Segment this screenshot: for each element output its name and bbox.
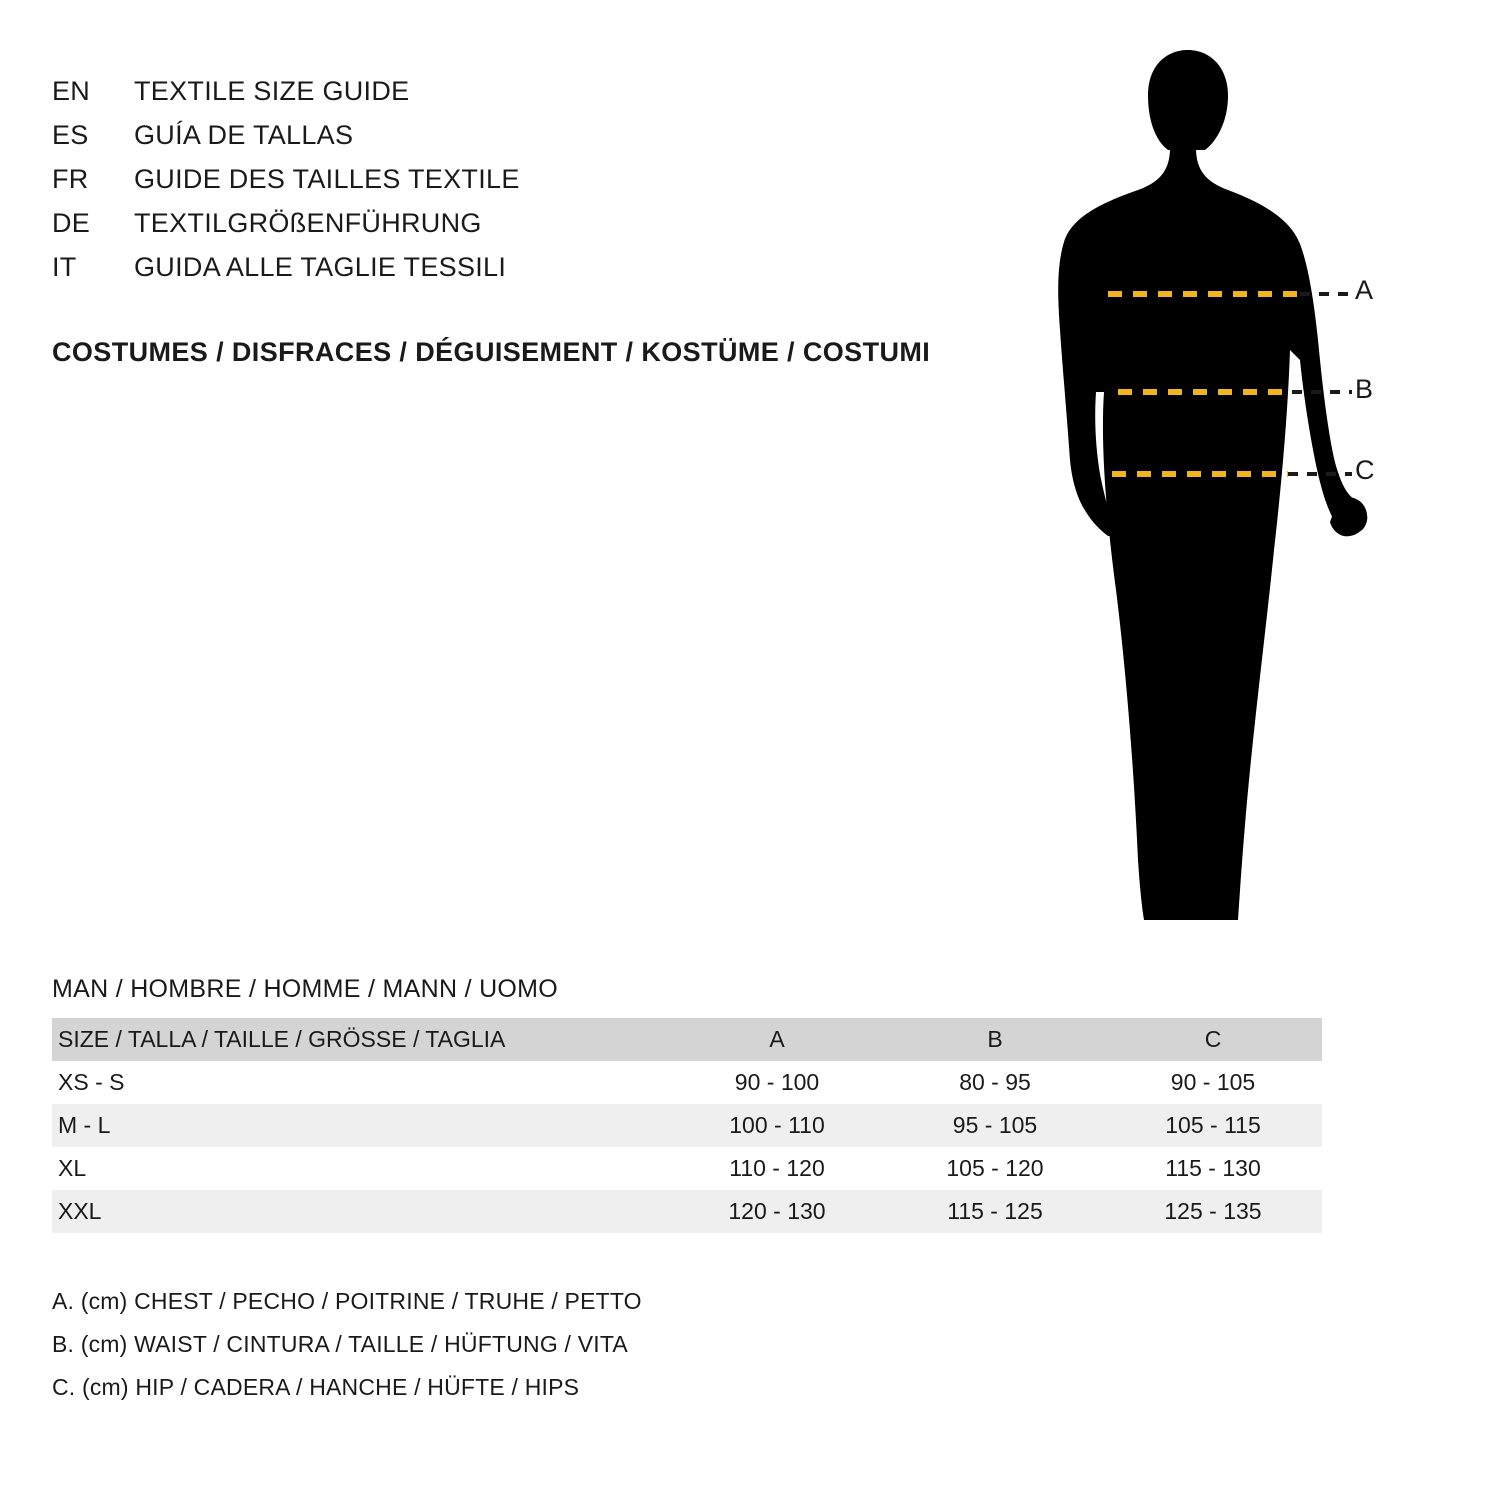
costume-category-line: COSTUMES / DISFRACES / DÉGUISEMENT / KOSTÜME / COSTUMI bbox=[52, 337, 931, 367]
language-code-es: ES bbox=[52, 120, 89, 150]
marker-label-b: B bbox=[1355, 374, 1374, 404]
table-cell-c: 105 - 115 bbox=[1104, 1104, 1322, 1147]
table-header-c: C bbox=[1104, 1018, 1322, 1061]
table-cell-a: 110 - 120 bbox=[668, 1147, 886, 1190]
marker-label-c: C bbox=[1355, 455, 1375, 485]
table-cell-a: 120 - 130 bbox=[668, 1190, 886, 1233]
measurement-legend bbox=[52, 1290, 1152, 1419]
marker-label-a: A bbox=[1355, 275, 1374, 305]
table-cell-size: XL bbox=[52, 1147, 668, 1190]
language-list bbox=[52, 76, 1012, 296]
legend-row-a: A. (cm) CHEST / PECHO / POITRINE / TRUHE / PETTO bbox=[52, 1288, 642, 1314]
table-cell-b: 115 - 125 bbox=[886, 1190, 1104, 1233]
language-text-fr: GUIDE DES TAILLES TEXTILE bbox=[134, 164, 520, 194]
language-code-en: EN bbox=[52, 76, 91, 106]
language-code-fr: FR bbox=[52, 164, 89, 194]
table-row bbox=[52, 1190, 1322, 1233]
table-row bbox=[52, 1147, 1322, 1190]
language-row-fr bbox=[52, 164, 1012, 208]
size-table-section bbox=[52, 975, 1352, 1233]
table-header-a: A bbox=[668, 1018, 886, 1061]
table-cell-size: XXL bbox=[52, 1190, 668, 1233]
language-text-es: GUÍA DE TALLAS bbox=[134, 120, 354, 150]
language-row-de bbox=[52, 208, 1012, 252]
table-cell-b: 80 - 95 bbox=[886, 1061, 1104, 1104]
table-cell-c: 115 - 130 bbox=[1104, 1147, 1322, 1190]
table-cell-size: M - L bbox=[52, 1104, 668, 1147]
language-text-de: TEXTILGRÖßENFÜHRUNG bbox=[134, 208, 482, 238]
body-measurement-diagram bbox=[1000, 30, 1420, 930]
table-row bbox=[52, 1061, 1322, 1104]
legend-row-c: C. (cm) HIP / CADERA / HANCHE / HÜFTE / HIPS bbox=[52, 1374, 580, 1400]
language-code-it: IT bbox=[52, 252, 77, 282]
language-row-en bbox=[52, 76, 1012, 120]
size-table-group-title: MAN / HOMBRE / HOMME / MANN / UOMO bbox=[52, 975, 559, 1003]
table-cell-b: 105 - 120 bbox=[886, 1147, 1104, 1190]
table-cell-a: 90 - 100 bbox=[668, 1061, 886, 1104]
size-table bbox=[52, 1018, 1322, 1233]
table-cell-size: XS - S bbox=[52, 1061, 668, 1104]
table-cell-a: 100 - 110 bbox=[668, 1104, 886, 1147]
table-header-b: B bbox=[886, 1018, 1104, 1061]
table-cell-c: 90 - 105 bbox=[1104, 1061, 1322, 1104]
language-text-en: TEXTILE SIZE GUIDE bbox=[134, 76, 410, 106]
language-row-it bbox=[52, 252, 1012, 296]
table-cell-c: 125 - 135 bbox=[1104, 1190, 1322, 1233]
table-header-row bbox=[52, 1018, 1322, 1061]
language-code-de: DE bbox=[52, 208, 91, 238]
language-row-es bbox=[52, 120, 1012, 164]
table-row bbox=[52, 1104, 1322, 1147]
language-text-it: GUIDA ALLE TAGLIE TESSILI bbox=[134, 252, 507, 282]
legend-row-b: B. (cm) WAIST / CINTURA / TAILLE / HÜFTUNG / VITA bbox=[52, 1331, 628, 1357]
table-header-size: SIZE / TALLA / TAILLE / GRÖSSE / TAGLIA bbox=[52, 1018, 668, 1061]
table-cell-b: 95 - 105 bbox=[886, 1104, 1104, 1147]
